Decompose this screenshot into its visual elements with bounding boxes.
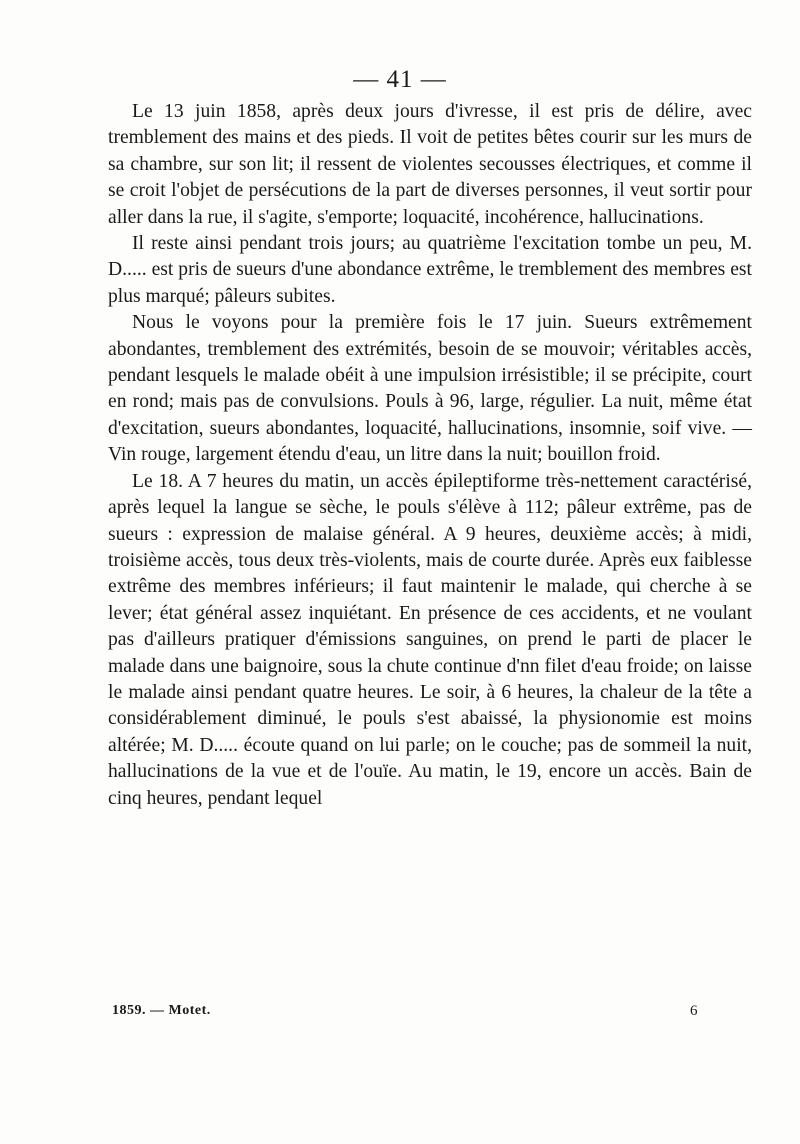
paragraph: Le 18. A 7 heures du matin, un accès épileptiforme très-nettement caractérisé, après lequel la langue se sèche, le pouls s'élève à 112; pâleur extrême, pas de sueurs : expression de malaise général. A 9 heures, deuxième accès; à midi, troisième accès, tous deux très-violents, mais de courte durée. Après eux faiblesse extrême des membres inférieurs; il faut maintenir le malade, qui cherche à se lever; état général assez inquiétant. En présence de ces accidents, et ne voulant pas d'ailleurs pratiquer d'émissions sanguines, on prend le parti de placer le malade dans une baignoire, sous la chute continue d'nn filet d'eau froide; on laisse le malade ainsi pendant quatre heures. Le soir, à 6 heures, la chaleur de la tête a considérablement diminué, le pouls s'est abaissé, la physionomie est moins altérée; M. D..... écoute quand on lui parle; on le couche; pas de sommeil la nuit, hallucinations de la vue et de l'ouïe. Au matin, le 19, encore un accès. Bain de cinq heures, pendant lequel — [108, 470, 752, 809]
paragraph: Il reste ainsi pendant trois jours; au quatrième l'excitation tombe un peu, M. D..... est pris de sueurs d'une abondance extrême, le tremblement des membres est plus marqué; pâleurs subites. — [108, 233, 752, 307]
footer-mark: 6 — [690, 1003, 698, 1019]
body-text — [108, 99, 752, 812]
page-number: — 41 — — [353, 66, 447, 93]
paragraph: Le 13 juin 1858, après deux jours d'ivresse, il est pris de délire, avec tremblement des mains et des pieds. Il voit de petites bêtes courir sur les murs de sa chambre, sur son lit; il ressent de violentes secousses électriques, et comme il se croit l'objet de persécutions de la part de diverses personnes, il veut sortir pour aller dans la rue, il s'agite, s'emporte; loquacité, incohérence, hallucinations. — [108, 101, 752, 228]
paragraph: Nous le voyons pour la première fois le 17 juin. Sueurs extrêmement abondantes, tremblement des extrémités, besoin de se mouvoir; véritables accès, pendant lesquels le malade obéit à une impulsion irrésistible; il se précipite, court en rond; mais pas de convulsions. Pouls à 96, large, régulier. La nuit, même état d'excitation, sueurs abondantes, loquacité, hallucinations, insomnie, soif vive. —Vin rouge, largement étendu d'eau, un litre dans la nuit; bouillon froid. — [108, 312, 752, 466]
footer-signature: 1859. — Motet. — [112, 1003, 211, 1018]
